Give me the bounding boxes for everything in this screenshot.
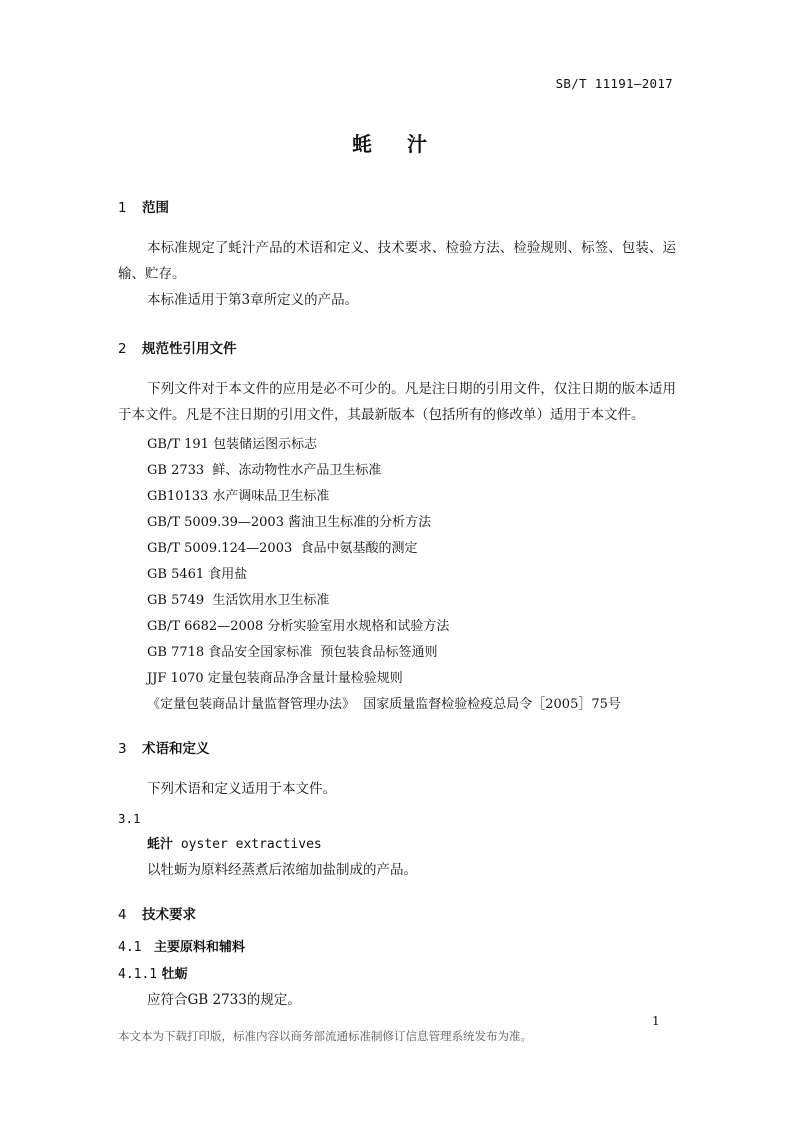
section-1-heading bbox=[118, 196, 169, 216]
reference-item: GB/T 5009.39—2003 酱油卫生标准的分析方法 bbox=[147, 515, 432, 530]
reference-item: GB 7718 食品安全国家标准 预包装食品标签通则 bbox=[147, 645, 438, 660]
section-number: 2 bbox=[118, 341, 127, 357]
reference-item: GB 5461 食用盐 bbox=[147, 567, 248, 582]
paragraph: 下列术语和定义适用于本文件。 bbox=[147, 781, 336, 797]
section-3-heading bbox=[118, 737, 210, 757]
term-entry bbox=[147, 833, 322, 852]
reference-item: GB/T 6682—2008 分析实验室用水规格和试验方法 bbox=[147, 619, 450, 634]
section-title: 术语和定义 bbox=[142, 741, 210, 757]
reference-item: GB 5749 生活饮用水卫生标准 bbox=[147, 593, 330, 608]
paragraph: 本标准适用于第3章所定义的产品。 bbox=[147, 292, 359, 308]
reference-item: GB 2733 鲜、冻动物性水产品卫生标准 bbox=[147, 463, 382, 478]
section-2-heading bbox=[118, 337, 237, 357]
section-number: 3 bbox=[118, 741, 127, 757]
standard-code: SB/T 11191—2017 bbox=[555, 76, 673, 91]
paragraph: 本标准规定了蚝汁产品的术语和定义、技术要求、检验方法、检验规则、标签、包装、运输、贮存。 bbox=[118, 240, 676, 282]
reference-item: GB/T 5009.124—2003 食品中氨基酸的测定 bbox=[147, 541, 418, 556]
section-4-heading bbox=[118, 903, 196, 923]
subsection-title: 主要原料和辅料 bbox=[154, 940, 246, 955]
section-number: 1 bbox=[118, 200, 127, 216]
reference-item: GB/T 191 包装储运图示标志 bbox=[147, 437, 318, 452]
subsubsection-heading bbox=[118, 963, 188, 982]
section-title: 范围 bbox=[142, 200, 169, 216]
subsubsection-number: 4.1.1 bbox=[118, 967, 158, 982]
paragraph: 下列文件对于本文件的应用是必不可少的。凡是注日期的引用文件，仅注日期的版本适用于本文件。凡是不注日期的引用文件，其最新版本（包括所有的修改单）适用于本文件。 bbox=[118, 381, 676, 423]
subsubsection-title: 牡蛎 bbox=[161, 967, 188, 982]
term-chinese: 蚝汁 bbox=[147, 837, 174, 852]
term-definition: 以牡蛎为原料经蒸煮后浓缩加盐制成的产品。 bbox=[147, 862, 417, 878]
term-number: 3.1 bbox=[118, 811, 141, 826]
paragraph: 应符合GB 2733的规定。 bbox=[147, 992, 301, 1008]
section-title: 技术要求 bbox=[142, 907, 196, 923]
reference-item: GB10133 水产调味品卫生标准 bbox=[147, 489, 330, 504]
footer-note: 本文本为下载打印版，标准内容以商务部流通标准制修订信息管理系统发布为准。 bbox=[118, 1029, 532, 1043]
subsection-number: 4.1 bbox=[118, 940, 142, 955]
section-title: 规范性引用文件 bbox=[142, 341, 237, 357]
document-title: 蚝 汁 bbox=[352, 132, 441, 156]
section-number: 4 bbox=[118, 907, 127, 923]
reference-item: 《定量包装商品计量监督管理办法》 国家质量监督检验检疫总局令［2005］75号 bbox=[147, 697, 621, 712]
page-number: 1 bbox=[652, 1014, 660, 1028]
term-english: oyster extractives bbox=[173, 837, 322, 852]
reference-item: JJF 1070 定量包装商品净含量计量检验规则 bbox=[147, 671, 403, 686]
subsection-heading bbox=[118, 936, 245, 955]
